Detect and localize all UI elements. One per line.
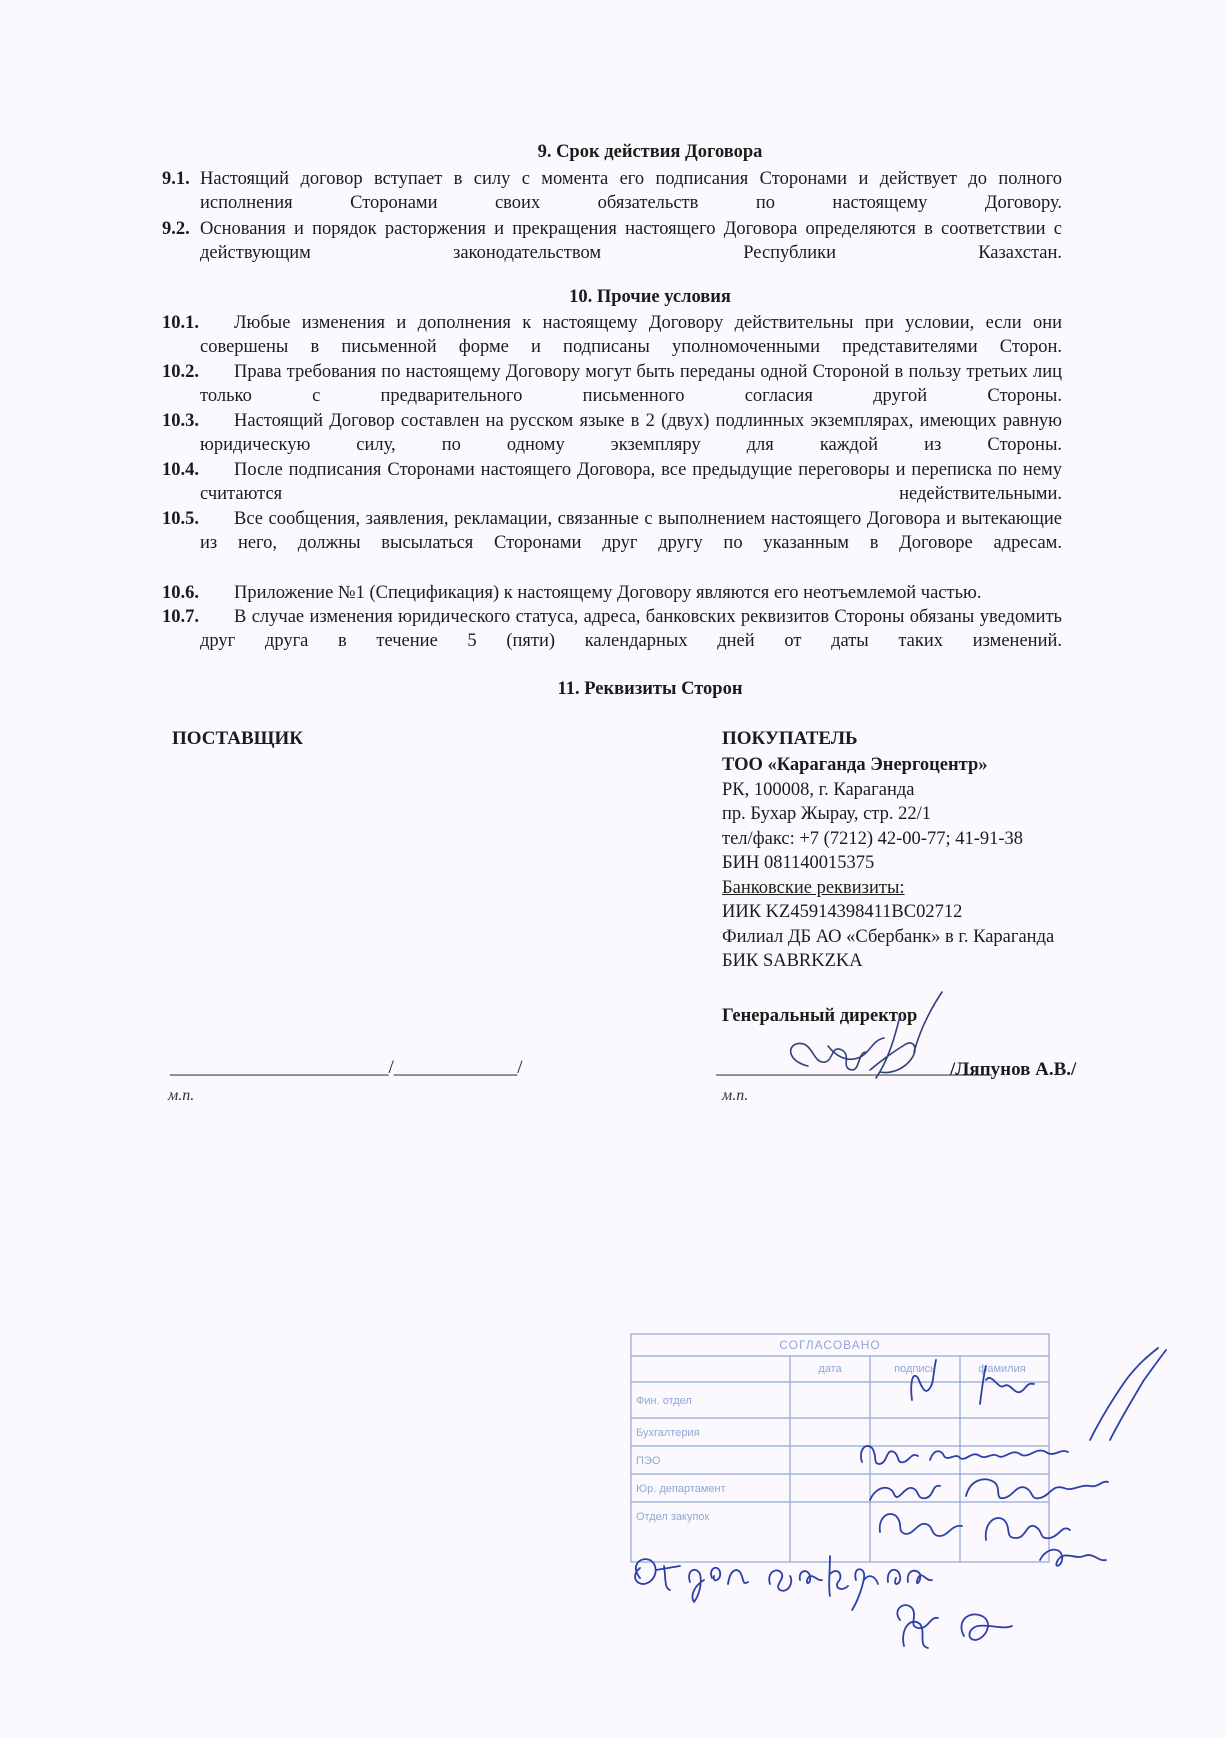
buyer-bin: БИН 081140015375 [722, 853, 875, 873]
stamp-row-3: ПЭО [636, 1455, 661, 1467]
buyer-phone: тел/факс: +7 (7212) 42-00-77; 41-91-38 [722, 828, 1024, 849]
clause-text: В случае изменения юридического статуса, адреса, банковских реквизитов Стороны обязаны уведомить друг друга в течение 5 (пяти) календарных дней от даты таких изменений. [200, 607, 1062, 651]
stamp-row-4: Юр. департамент [636, 1483, 726, 1495]
stamp-col-date: дата [818, 1363, 842, 1375]
clause-text: Приложение №1 (Спецификация) к настоящему Договору являются его неотъемлемой частью. [234, 583, 982, 603]
buyer-bank: Филиал ДБ АО «Сбербанк» в г. Караганда [722, 926, 1055, 947]
clause-number: 10.4. [162, 460, 199, 480]
clause-text: Все сообщения, заявления, рекламации, связанные с выполнением настоящего Договора и вытекающие из него, должны высылаться Сторонами друг другу по указанным в Договоре адресам. [200, 509, 1062, 553]
clause-text: Основания и порядок расторжения и прекращения настоящего Договора определяются в соответствии с действующим законодательством Республики Казахстан. [200, 219, 1062, 263]
buyer-address-line2: пр. Бухар Жырау, стр. 22/1 [722, 804, 931, 824]
clause-number: 10.2. [162, 362, 199, 382]
section-9-title: 9. Срок действия Договора [537, 142, 763, 162]
stamp-col-signature: подпись [894, 1363, 936, 1375]
stamp-row-2: Бухгалтерия [636, 1427, 700, 1439]
clause-text: Настоящий договор вступает в силу с момента его подписания Сторонами и действует до полного исполнения Сторонами своих обязательств по настоящему Договору. [200, 169, 1062, 213]
clause-text: Права требования по настоящему Договору могут быть переданы одной Стороной в пользу третьих лиц только с предварительного письменного согласия другой Стороны. [200, 362, 1062, 406]
stamp-row-5: Отдел закупок [636, 1511, 710, 1523]
buyer-heading: ПОКУПАТЕЛЬ [722, 728, 858, 749]
clause-text: После подписания Сторонами настоящего Договора, все предыдущие переговоры и переписка по нему считаются недействительными. [200, 460, 1062, 504]
clause-number: 10.3. [162, 411, 199, 431]
section-11-title: 11. Реквизиты Сторон [557, 679, 743, 699]
buyer-signature-line: _____________________________ [716, 1057, 992, 1078]
stamp-row-1: Фин. отдел [636, 1395, 692, 1407]
clause-number: 9.2. [162, 219, 190, 239]
clause-text: Любые изменения и дополнения к настоящему Договору действительны при условии, если они совершены в письменной форме и подписаны уполномоченными представителями Сторон. [200, 313, 1062, 357]
supplier-heading: ПОСТАВЩИК [172, 728, 304, 749]
buyer-seal-place: м.п. [722, 1087, 749, 1104]
stamp-col-surname: фамилия [978, 1363, 1026, 1375]
clause-number: 10.6. [162, 583, 199, 603]
bank-details-heading: Банковские реквизиты: [722, 877, 905, 898]
supplier-seal-place: м.п. [168, 1087, 195, 1104]
clause-number: 9.1. [162, 169, 190, 189]
buyer-name: ТОО «Караганда Энергоцентр» [722, 755, 988, 775]
buyer-address-line1: РК, 100008, г. Караганда [722, 779, 915, 800]
buyer-bik: БИК SABRKZKA [722, 951, 863, 971]
clause-number: 10.5. [162, 509, 199, 529]
section-10-title: 10. Прочие условия [569, 287, 731, 307]
buyer-iik: ИИК KZ45914398411BC02712 [722, 902, 963, 922]
buyer-signatory-name: /Ляпунов А.В./ [950, 1059, 1077, 1080]
supplier-signature-line: _______________________/_____________/ [170, 1057, 523, 1078]
clause-number: 10.1. [162, 313, 199, 333]
clause-text: Настоящий Договор составлен на русском языке в 2 (двух) подлинных экземплярах, имеющих равную юридическую силу, по одному экземпляру для каждой из Стороны. [200, 411, 1062, 455]
clause-number: 10.7. [162, 607, 199, 627]
signatory-position: Генеральный директор [722, 1006, 918, 1026]
stamp-title: СОГЛАСОВАНО [779, 1338, 881, 1352]
